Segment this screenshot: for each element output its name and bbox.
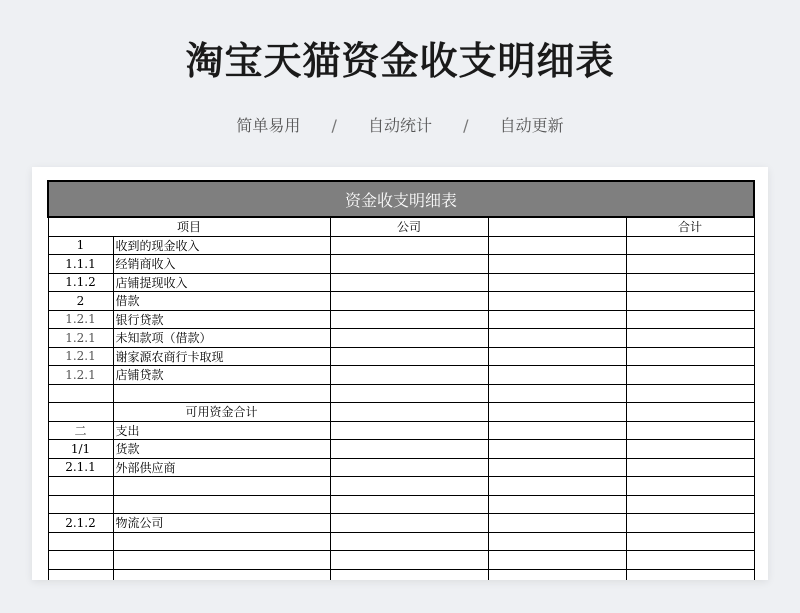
row-item[interactable]: 货款 (113, 440, 330, 459)
row-company-cell[interactable] (330, 440, 488, 459)
table-row (48, 236, 754, 255)
row-total-cell[interactable] (626, 329, 754, 348)
row-blank-cell[interactable] (488, 273, 626, 292)
table-row (48, 255, 754, 274)
row-blank-cell[interactable] (488, 514, 626, 533)
row-blank-cell[interactable] (488, 532, 626, 551)
table-row (48, 495, 754, 514)
row-company-cell[interactable] (330, 551, 488, 570)
table-row (48, 440, 754, 459)
row-company-cell[interactable] (330, 532, 488, 551)
row-total-cell[interactable] (626, 366, 754, 385)
sheet-card (32, 167, 768, 580)
row-item[interactable] (113, 551, 330, 570)
row-company-cell[interactable] (330, 310, 488, 329)
row-number[interactable]: 1/1 (48, 440, 113, 459)
row-item[interactable]: 可用资金合计 (113, 403, 330, 422)
row-blank-cell[interactable] (488, 569, 626, 580)
row-total-cell[interactable] (626, 403, 754, 422)
row-number[interactable] (48, 495, 113, 514)
row-number[interactable]: 1.2.1 (48, 329, 113, 348)
table-row (48, 310, 754, 329)
tag-separator: / (331, 116, 337, 135)
row-total-cell[interactable] (626, 255, 754, 274)
row-item[interactable] (113, 477, 330, 496)
row-blank-cell[interactable] (488, 458, 626, 477)
row-company-cell[interactable] (330, 477, 488, 496)
row-item[interactable] (113, 384, 330, 403)
row-number[interactable]: 2.1.1 (48, 458, 113, 477)
row-number[interactable] (48, 532, 113, 551)
row-number[interactable] (48, 569, 113, 580)
table-row (48, 292, 754, 311)
column-header-company: 公司 (330, 217, 488, 236)
row-number[interactable]: 1.2.1 (48, 366, 113, 385)
tag-auto-update: 自动更新 (499, 116, 564, 135)
row-item[interactable] (113, 495, 330, 514)
row-number[interactable]: 1.2.1 (48, 347, 113, 366)
row-number[interactable]: 1.2.1 (48, 310, 113, 329)
row-total-cell[interactable] (626, 495, 754, 514)
row-number[interactable] (48, 477, 113, 496)
row-company-cell[interactable] (330, 347, 488, 366)
tag-auto-stat: 自动统计 (367, 116, 432, 135)
row-number[interactable]: 2.1.2 (48, 514, 113, 533)
table-row (48, 273, 754, 292)
row-item[interactable]: 店铺提现收入 (113, 273, 330, 292)
row-number[interactable]: 二 (48, 421, 113, 440)
row-company-cell[interactable] (330, 514, 488, 533)
column-header-blank (488, 217, 626, 236)
row-company-cell[interactable] (330, 495, 488, 514)
table-row (48, 347, 754, 366)
row-blank-cell[interactable] (488, 384, 626, 403)
row-total-cell[interactable] (626, 532, 754, 551)
row-item[interactable]: 借款 (113, 292, 330, 311)
row-item[interactable]: 外部供应商 (113, 458, 330, 477)
row-total-cell[interactable] (626, 458, 754, 477)
row-blank-cell[interactable] (488, 255, 626, 274)
table-row (48, 551, 754, 570)
table-row (48, 477, 754, 496)
row-item[interactable]: 支出 (113, 421, 330, 440)
row-number[interactable]: 1.1.1 (48, 255, 113, 274)
row-company-cell[interactable] (330, 292, 488, 311)
row-total-cell[interactable] (626, 292, 754, 311)
row-company-cell[interactable] (330, 366, 488, 385)
tag-separator: / (463, 116, 469, 135)
row-total-cell[interactable] (626, 569, 754, 580)
table-row (48, 569, 754, 580)
row-total-cell[interactable] (626, 310, 754, 329)
row-item[interactable]: 未知款项（借款） (113, 329, 330, 348)
row-company-cell[interactable] (330, 403, 488, 422)
ledger-table (47, 180, 755, 580)
row-item[interactable]: 银行贷款 (113, 310, 330, 329)
row-company-cell[interactable] (330, 255, 488, 274)
row-company-cell[interactable] (330, 421, 488, 440)
row-item[interactable]: 经销商收入 (113, 255, 330, 274)
row-blank-cell[interactable] (488, 347, 626, 366)
row-total-cell[interactable] (626, 551, 754, 570)
row-total-cell[interactable] (626, 421, 754, 440)
row-total-cell[interactable] (626, 440, 754, 459)
table-row (48, 403, 754, 422)
row-item[interactable]: 店铺贷款 (113, 366, 330, 385)
row-number[interactable] (48, 384, 113, 403)
column-header-total: 合计 (626, 217, 754, 236)
row-number[interactable] (48, 403, 113, 422)
row-number[interactable] (48, 551, 113, 570)
row-blank-cell[interactable] (488, 366, 626, 385)
row-total-cell[interactable] (626, 477, 754, 496)
row-total-cell[interactable] (626, 384, 754, 403)
row-number[interactable]: 1 (48, 236, 113, 255)
row-number[interactable]: 2 (48, 292, 113, 311)
row-blank-cell[interactable] (488, 421, 626, 440)
tag-easy: 简单易用 (236, 116, 301, 135)
table-row (48, 421, 754, 440)
row-item[interactable]: 物流公司 (113, 514, 330, 533)
table-row (48, 329, 754, 348)
row-blank-cell[interactable] (488, 495, 626, 514)
ledger-body (48, 236, 754, 580)
row-company-cell[interactable] (330, 458, 488, 477)
sheet-title: 资金收支明细表 (48, 181, 754, 217)
row-total-cell[interactable] (626, 273, 754, 292)
row-blank-cell[interactable] (488, 403, 626, 422)
row-blank-cell[interactable] (488, 292, 626, 311)
row-number[interactable]: 1.1.2 (48, 273, 113, 292)
column-header-item: 项目 (48, 217, 330, 236)
row-total-cell[interactable] (626, 236, 754, 255)
row-blank-cell[interactable] (488, 329, 626, 348)
table-row (48, 366, 754, 385)
row-company-cell[interactable] (330, 236, 488, 255)
feature-tags (0, 113, 800, 136)
column-header-row (48, 217, 754, 236)
row-item[interactable]: 谢家源农商行卡取现 (113, 347, 330, 366)
row-blank-cell[interactable] (488, 440, 626, 459)
table-row (48, 532, 754, 551)
row-blank-cell[interactable] (488, 310, 626, 329)
row-total-cell[interactable] (626, 514, 754, 533)
table-row (48, 384, 754, 403)
table-row (48, 514, 754, 533)
row-blank-cell[interactable] (488, 551, 626, 570)
row-company-cell[interactable] (330, 384, 488, 403)
row-item[interactable] (113, 569, 330, 580)
row-blank-cell[interactable] (488, 477, 626, 496)
row-total-cell[interactable] (626, 347, 754, 366)
row-item[interactable]: 收到的现金收入 (113, 236, 330, 255)
row-company-cell[interactable] (330, 329, 488, 348)
row-blank-cell[interactable] (488, 236, 626, 255)
row-company-cell[interactable] (330, 273, 488, 292)
row-company-cell[interactable] (330, 569, 488, 580)
row-item[interactable] (113, 532, 330, 551)
page-title: 淘宝天猫资金收支明细表 (185, 39, 615, 83)
table-row (48, 458, 754, 477)
